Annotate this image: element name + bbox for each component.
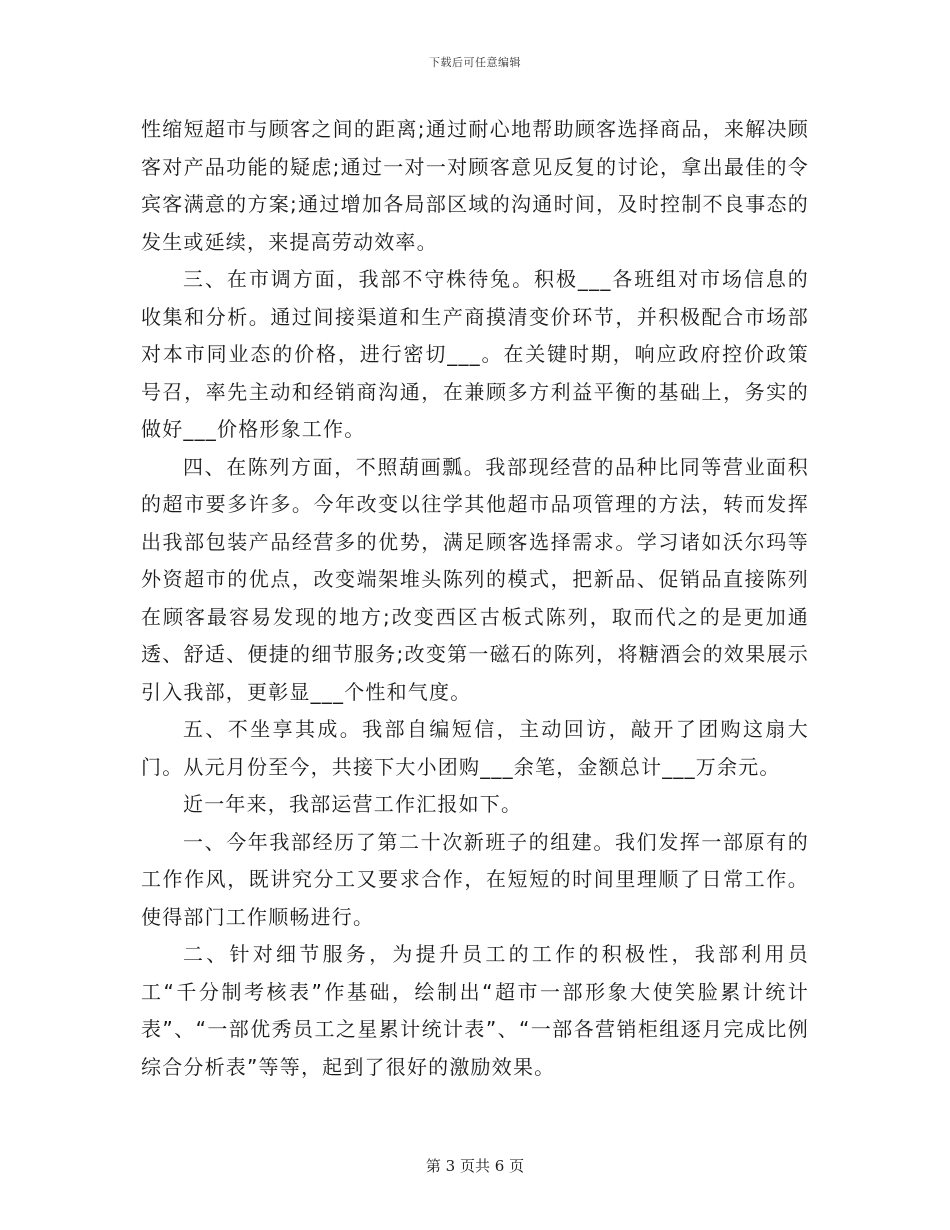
paragraph-continued: 性缩短超市与顾客之间的距离;通过耐心地帮助顾客选择商品，来解决顾客对产品功能的疑虑;通过一对一对顾客意见反复的讨论，拿出最佳的令宾客满意的方案;通过增加各局部区域的沟通时间，及时控制不良事态的发生或延续，来提高劳动效率。: [141, 117, 809, 254]
paragraph-detail-service: 二、针对细节服务，为提升员工的工作的积极性，我部利用员工“千分制考核表”作基础，绘制出“超市一部形象大使笑脸累计统计表”、“一部优秀员工之星累计统计表”、“一部各营销柜组逐月完成比例综合分析表”等等，起到了很好的激励效果。: [141, 942, 809, 1079]
paragraph-report-intro: 近一年来，我部运营工作汇报如下。: [183, 792, 523, 816]
paragraph-team-building: 一、今年我部经历了第二十次新班子的组建。我们发挥一部原有的工作作风，既讲究分工又要求合作，在短短的时间里理顺了日常工作。使得部门工作顺畅进行。: [141, 829, 809, 929]
page-header: 下载后可任意编辑: [429, 56, 521, 69]
paragraph-display: 四、在陈列方面，不照葫画瓢。我部现经营的品种比同等营业面积的超市要多许多。今年改变以往学其他超市品项管理的方法，转而发挥出我部包装产品经营多的优势，满足顾客选择需求。学习诸如沃尔玛等外资超市的优点，改变端架堆头陈列的模式，把新品、促销品直接陈列在顾客最容易发现的地方;改变西区古板式陈列，取而代之的是更加通透、舒适、便捷的细节服务;改变第一磁石的陈列，将糖酒会的效果展示引入我部，更彰显___个性和气度。: [141, 454, 809, 704]
page-number: 第 3 页共 6 页: [425, 1157, 525, 1175]
paragraph-group-purchase: 五、不坐享其成。我部自编短信，主动回访，敲开了团购这扇大门。从元月份至今，共接下大小团购___余笔，金额总计___万余元。: [141, 717, 809, 779]
document-body: [141, 111, 809, 1086]
paragraph-market-research: 三、在市调方面，我部不守株待兔。积极___各班组对市场信息的收集和分析。通过间接渠道和生产商摸清变价环节，并积极配合市场部对本市同业态的价格，进行密切___。在关键时期，响应政府控价政策号召，率先主动和经销商沟通，在兼顾多方利益平衡的基础上，务实的做好___价格形象工作。: [141, 267, 809, 441]
